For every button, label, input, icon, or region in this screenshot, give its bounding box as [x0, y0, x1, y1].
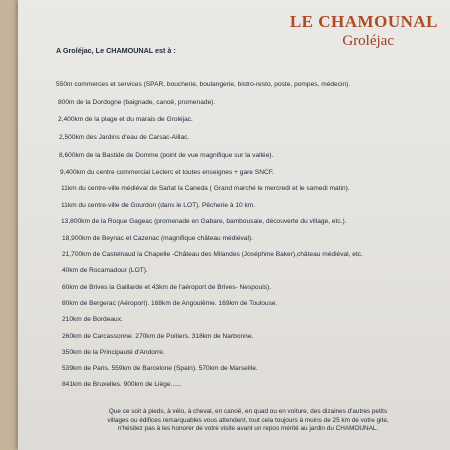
- list-item: 11km du centre-ville médiéval de Sarlat la Caneda ( Grand marché le mercredi et le samedi matin).: [61, 185, 350, 192]
- list-item: 60km de Brives la Gaillarde et 43km de l'aéroport de Brives- Nespouls).: [62, 284, 272, 291]
- list-item: 800m de la Dordogne (baignade, canoë, promenade).: [58, 99, 216, 106]
- list-item: 550m commerces et services (SPAR, boucherie, boulangerie, bistro-resto, poste, pompes, médecin).: [56, 81, 351, 88]
- brand-subtitle: Groléjac: [342, 33, 394, 49]
- list-item: 210km de Bordeaux.: [62, 316, 123, 323]
- list-item: 18,900km de Beynac et Cazenac (magnifique château médiéval).: [62, 235, 253, 242]
- list-item: 8,600km de la Bastide de Domme (point de vue magnifique sur la vallée).: [59, 152, 274, 159]
- list-item: 9,400km du centre commercial Leclerc et toutes enseignes + gare SNCF.: [60, 169, 274, 176]
- closing-line: n'hésitez pas à les honorer de votre visite avant un repos mérité au jardin du CHAMOUNAL.: [117, 425, 379, 433]
- list-item: 21,700km de Castelnaud la Chapelle -Château des Milandes (Joséphine Baker),château médiéval, etc.: [62, 251, 363, 258]
- list-item: 80km de Bergerac (Aéroport). 168km de Angoulême. 169km de Toulouse.: [62, 300, 278, 307]
- info-sheet: [18, 0, 450, 450]
- list-item: 11km du centre-ville de Gourdon (dans le LOT). Pêcherie à 10 km.: [61, 202, 256, 209]
- list-item: 841km de Bruxelles. 900km de Liège......: [62, 381, 182, 388]
- list-item: 2,500km des Jardins d'eau de Carsac-Aillac.: [59, 134, 190, 141]
- closing-line: villages ou édifices remarquables vous attendent, tout cela toujours à moins de 25 km de votre gite,: [107, 416, 389, 424]
- intro-heading: A Groléjac, Le CHAMOUNAL est à :: [56, 46, 176, 55]
- list-item: 40km de Rocamadour (LOT).: [62, 267, 148, 274]
- list-item: 13,800km de la Roque Gageac (promenade en Gabare, bambousaie, découverte du village, etc.).: [61, 218, 347, 225]
- closing-line: Que ce soit à pieds, à vélo, à cheval, en canoë, en quad ou en voiture, des dizaines d'autres petits: [108, 408, 388, 415]
- list-item: 350km de la Principauté d'Andorre.: [62, 349, 165, 356]
- list-item: 2,400km de la plage et du marais de Groléjac.: [58, 116, 193, 123]
- list-item: 260km de Carcassonne. 270km de Poitiers. 318km de Narbonne.: [62, 333, 254, 340]
- list-item: 539km de Paris. 559km de Barcelone (Spain). 570km de Marseille.: [62, 365, 258, 372]
- brand-title: LE CHAMOUNAL: [289, 12, 438, 31]
- closing-paragraph: [68, 408, 428, 434]
